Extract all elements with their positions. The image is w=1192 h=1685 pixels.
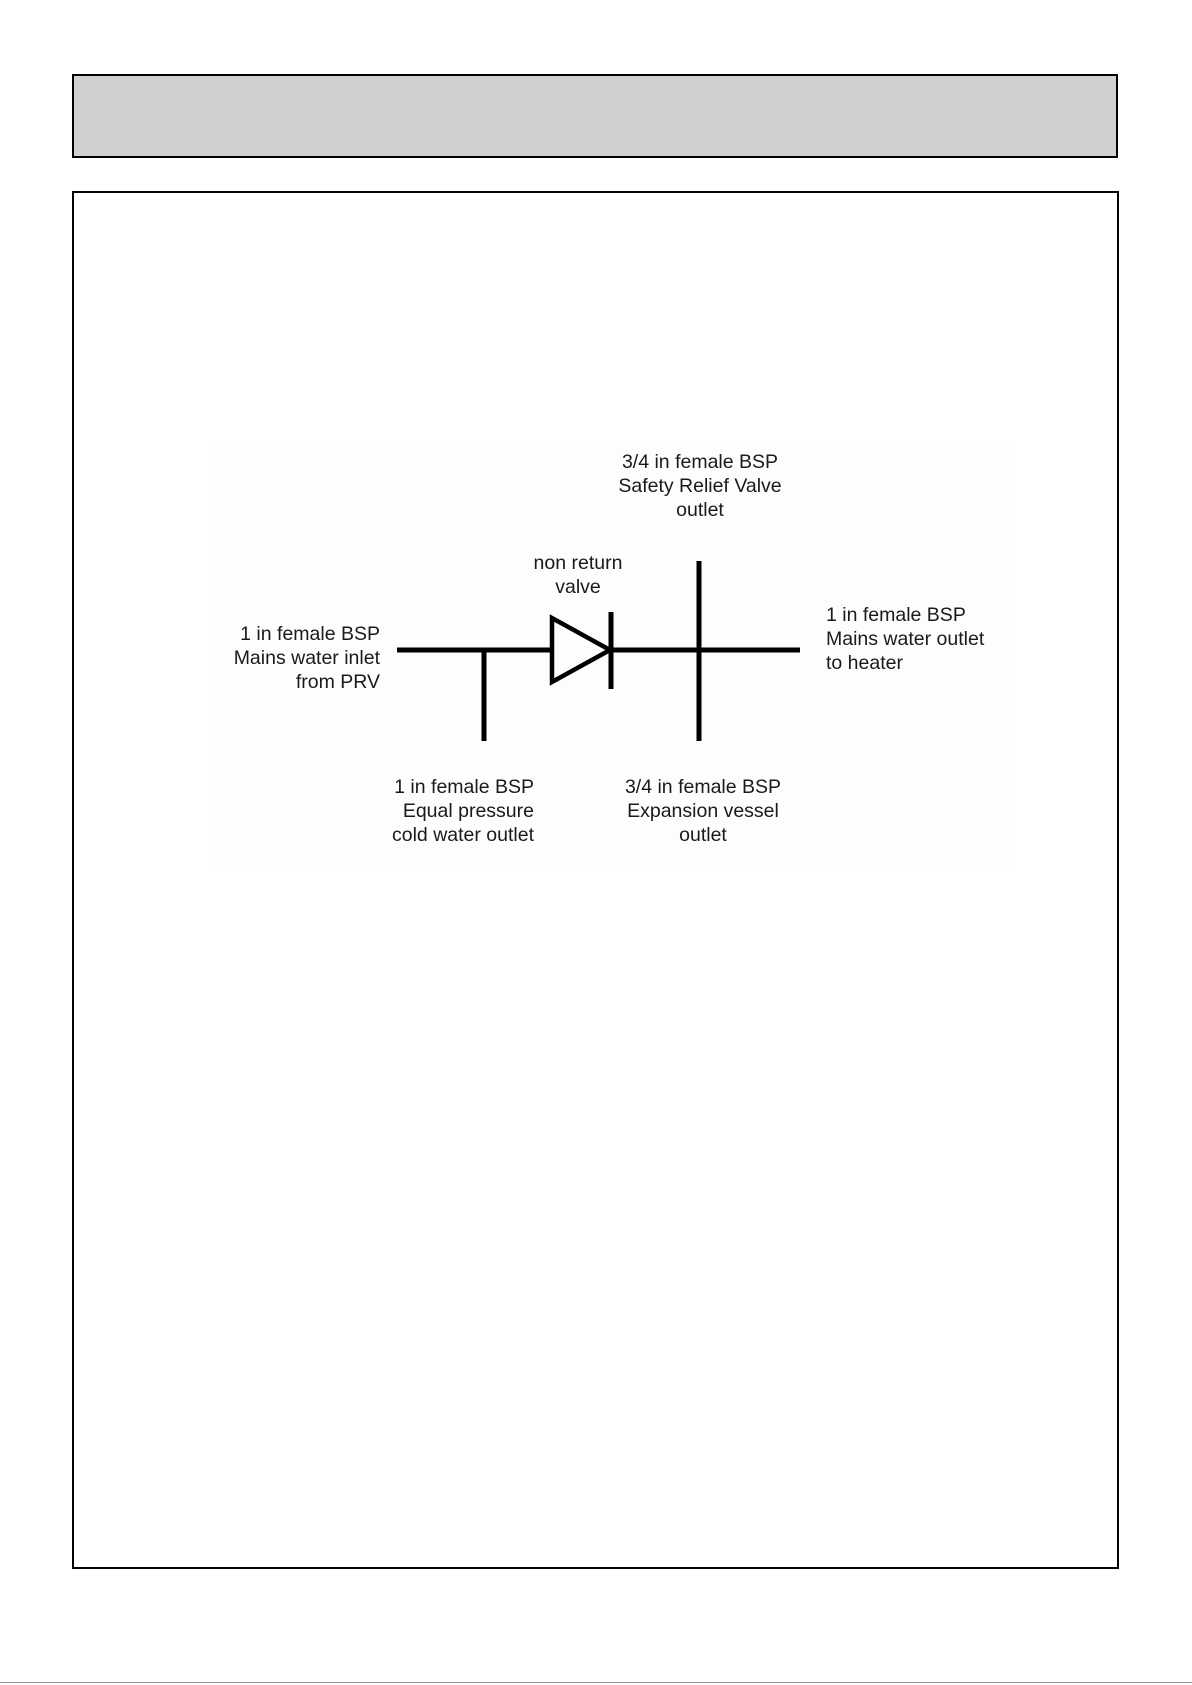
label-mains-water-inlet: 1 in female BSP Mains water inlet from PRV <box>233 623 380 693</box>
non-return-valve-arrow-icon <box>552 618 610 682</box>
footer-rule <box>0 1682 1192 1683</box>
label-non-return-valve: non return valve <box>533 552 623 598</box>
label-equal-pressure-outlet: 1 in female BSP Equal pressure cold water outlet <box>392 776 534 846</box>
label-mains-water-outlet: 1 in female BSP Mains water outlet to heater <box>826 604 985 674</box>
label-safety-relief-valve-outlet: 3/4 in female BSP Safety Relief Valve outlet <box>618 451 782 521</box>
label-expansion-vessel-outlet: 3/4 in female BSP Expansion vessel outlet <box>624 776 782 846</box>
